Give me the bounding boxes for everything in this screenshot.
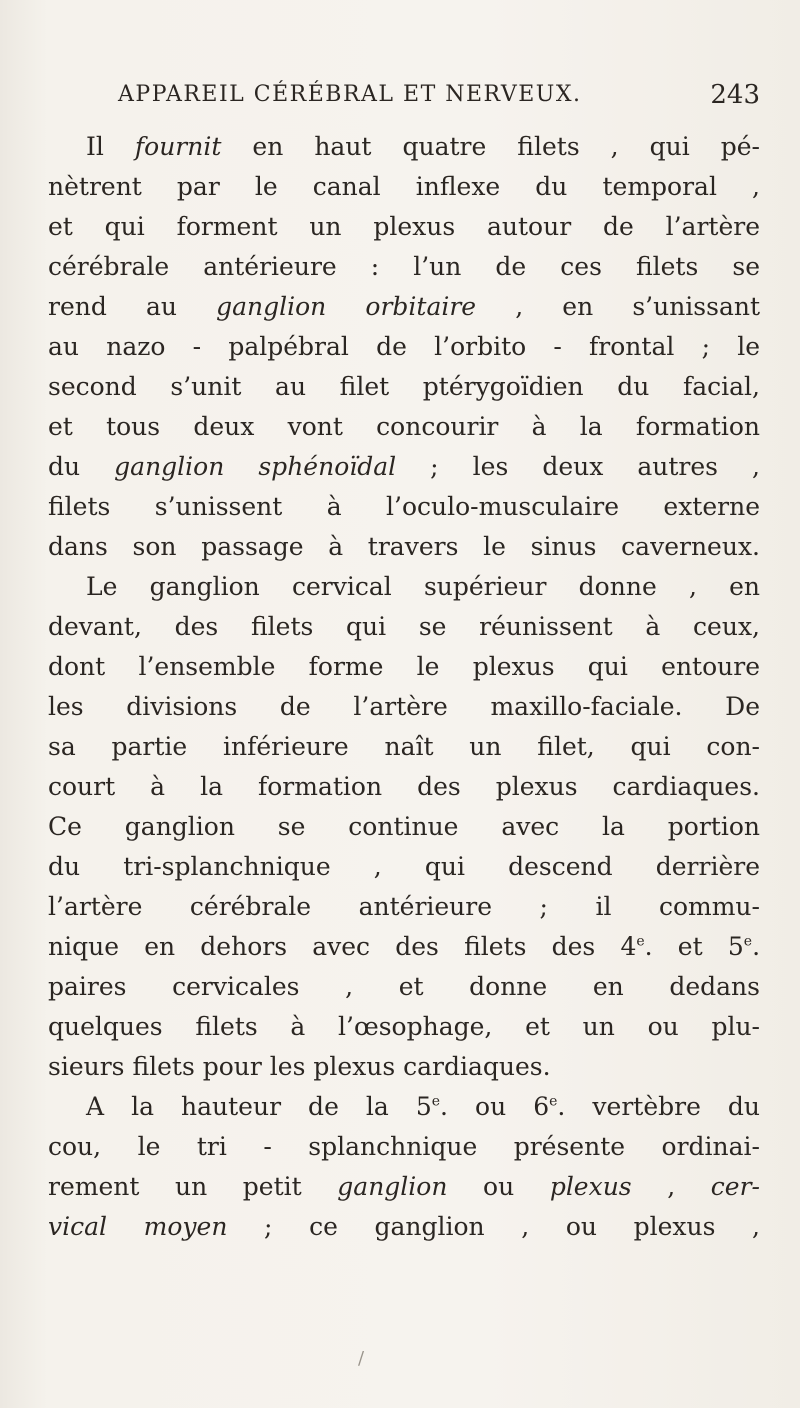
text-line bbox=[48, 1047, 760, 1087]
text-line bbox=[48, 287, 760, 327]
italic-term: vical moyen bbox=[48, 1212, 228, 1241]
text-run: sieurs filets pour les plexus cardiaques. bbox=[48, 1052, 551, 1081]
text-run: second s’unit au filet ptérygoïdien du facial, bbox=[48, 372, 760, 401]
text-line bbox=[48, 367, 760, 407]
text-run: au nazo - palpébral de l’orbito - frontal ; le bbox=[48, 332, 760, 361]
text-line bbox=[48, 567, 760, 607]
page-number: 243 bbox=[710, 80, 760, 110]
text-line bbox=[48, 247, 760, 287]
text-run: cérébrale antérieure : l’un de ces filets se bbox=[48, 252, 760, 281]
text-line bbox=[48, 847, 760, 887]
text-run: rement un petit bbox=[48, 1172, 338, 1201]
text-line bbox=[48, 887, 760, 927]
superscript: e bbox=[431, 1093, 441, 1110]
italic-term: fournit bbox=[134, 132, 222, 161]
text-run: . ou 6 bbox=[440, 1092, 550, 1121]
text-line bbox=[48, 127, 760, 167]
text-line bbox=[48, 687, 760, 727]
text-run: dans son passage à travers le sinus caverneux. bbox=[48, 532, 760, 561]
text-run: Ce ganglion se continue avec la portion bbox=[48, 812, 760, 841]
superscript: e bbox=[743, 933, 753, 950]
text-run: ; ce ganglion , ou plexus , bbox=[227, 1212, 760, 1241]
text-line bbox=[48, 727, 760, 767]
text-line bbox=[48, 1207, 760, 1247]
text-run: Il bbox=[86, 132, 135, 161]
text-run: ; les deux autres , bbox=[396, 452, 760, 481]
text-run: ou bbox=[447, 1172, 550, 1201]
text-run: dont l’ensemble forme le plexus qui entoure bbox=[48, 652, 760, 681]
text-run: sa partie inférieure naît un filet, qui con- bbox=[48, 732, 760, 761]
text-line bbox=[48, 167, 760, 207]
text-run: quelques filets à l’œsophage, et un ou plu- bbox=[48, 1012, 760, 1041]
text-run: du bbox=[48, 452, 115, 481]
text-run: filets s’unissent à l’oculo-musculaire externe bbox=[48, 492, 760, 521]
italic-term: plexus bbox=[549, 1172, 632, 1201]
text-run: , en s’unissant bbox=[476, 292, 761, 321]
text-run: en haut quatre filets , qui pé- bbox=[221, 132, 760, 161]
text-line bbox=[48, 967, 760, 1007]
text-line bbox=[48, 647, 760, 687]
text-run: et tous deux vont concourir à la formation bbox=[48, 412, 760, 441]
text-line bbox=[48, 1127, 760, 1167]
text-run: , bbox=[631, 1172, 711, 1201]
text-run: cou, le tri - splanchnique présente ordinai- bbox=[48, 1132, 760, 1161]
italic-term: ganglion sphénoïdal bbox=[114, 452, 397, 481]
text-line bbox=[48, 487, 760, 527]
text-line bbox=[48, 767, 760, 807]
text-run: nique en dehors avec des filets des 4 bbox=[48, 932, 637, 961]
body-text bbox=[48, 127, 760, 1247]
text-line bbox=[48, 447, 760, 487]
italic-term: ganglion bbox=[337, 1172, 448, 1201]
text-line bbox=[48, 607, 760, 647]
text-line bbox=[48, 207, 760, 247]
running-head bbox=[118, 82, 760, 118]
text-line bbox=[48, 1087, 760, 1127]
superscript: e bbox=[636, 933, 645, 950]
text-line bbox=[48, 327, 760, 367]
text-run: court à la formation des plexus cardiaques. bbox=[48, 772, 760, 801]
text-run: . bbox=[752, 932, 761, 961]
text-run: et qui forment un plexus autour de l’artère bbox=[48, 212, 760, 241]
text-line bbox=[48, 1007, 760, 1047]
text-run: A la hauteur de la 5 bbox=[86, 1092, 432, 1121]
text-line bbox=[48, 807, 760, 847]
italic-term: cer- bbox=[710, 1172, 760, 1201]
stray-mark: / bbox=[358, 1348, 365, 1369]
text-run: l’artère cérébrale antérieure ; il commu- bbox=[48, 892, 760, 921]
italic-term: ganglion orbitaire bbox=[216, 292, 477, 321]
text-line bbox=[48, 407, 760, 447]
text-run: du tri-splanchnique , qui descend derrière bbox=[48, 852, 760, 881]
text-line bbox=[48, 1167, 760, 1207]
text-line bbox=[48, 927, 760, 967]
text-line bbox=[48, 527, 760, 567]
text-run: Le ganglion cervical supérieur donne , en bbox=[86, 572, 760, 601]
text-run: paires cervicales , et donne en dedans bbox=[48, 972, 760, 1001]
text-run: devant, des filets qui se réunissent à ceux, bbox=[48, 612, 760, 641]
superscript: e bbox=[549, 1093, 558, 1110]
text-run: rend au bbox=[48, 292, 217, 321]
text-run: . et 5 bbox=[644, 932, 744, 961]
running-head-title: APPAREIL CÉRÉBRAL ET NERVEUX. bbox=[118, 82, 582, 107]
text-run: nètrent par le canal inflexe du temporal , bbox=[48, 172, 760, 201]
text-run: les divisions de l’artère maxillo-faciale. De bbox=[48, 692, 760, 721]
text-run: . vertèbre du bbox=[557, 1092, 761, 1121]
